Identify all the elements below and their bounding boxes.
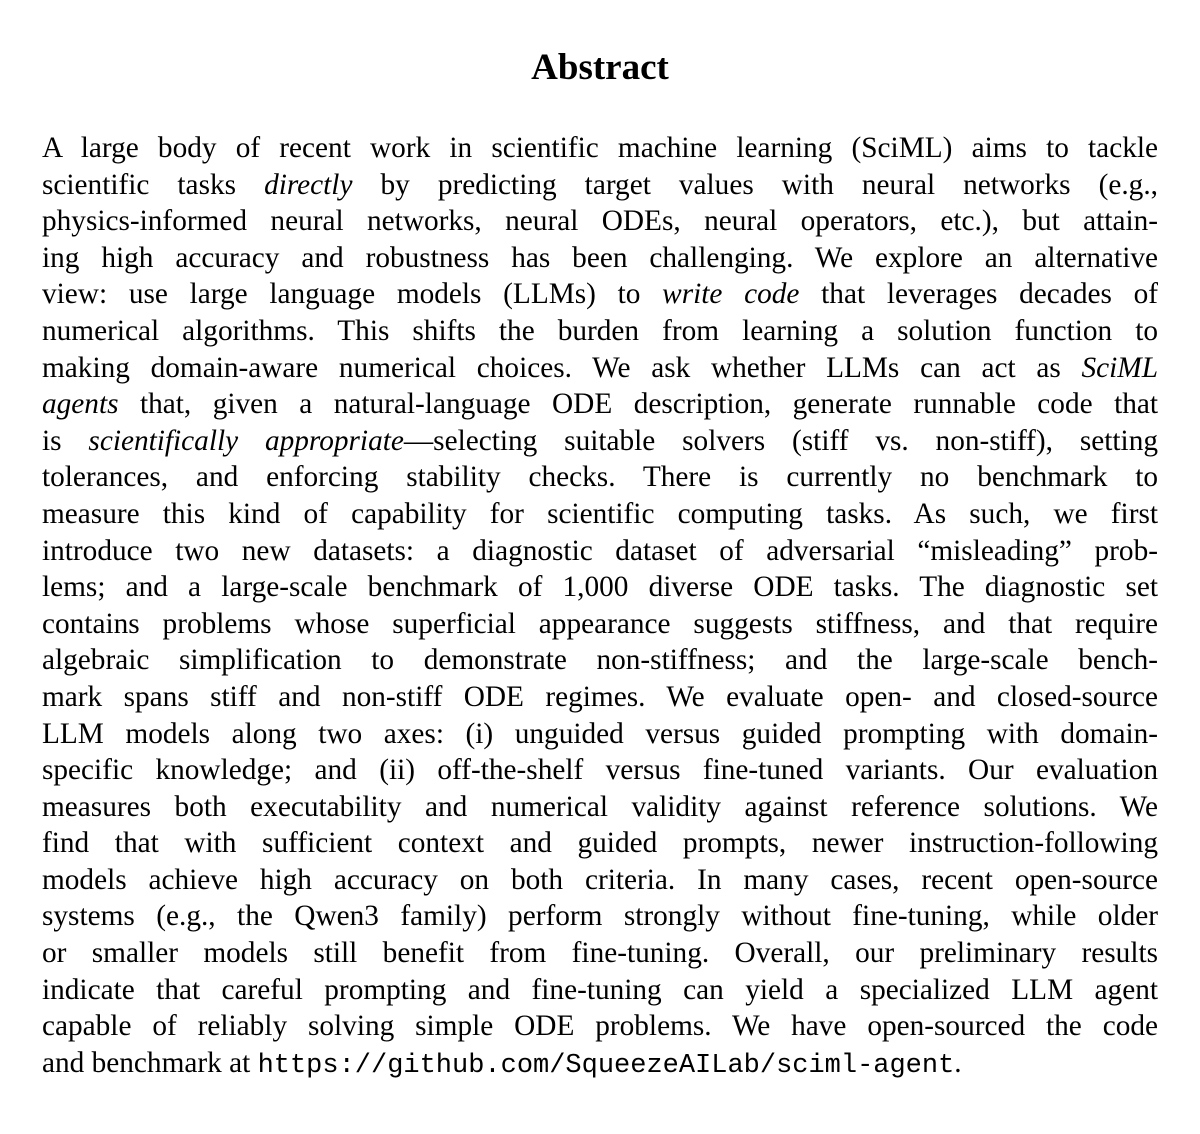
- abstract-line: [42, 167, 1158, 204]
- abstract-line: contains problems whose superficial appearance suggests stiffness, and that require: [42, 607, 1158, 640]
- abstract-line: capable of reliably solving simple ODE problems. We have open-sourced the code: [42, 1010, 1158, 1043]
- abstract-line: [42, 386, 1158, 423]
- github-url-link[interactable]: https://github.com/SqueezeAILab/sciml-agent: [257, 1050, 955, 1081]
- abstract-line: A large body of recent work in scientific machine learning (SciML) aims to tackle: [42, 132, 1158, 164]
- emphasis-write-code: write code: [662, 278, 800, 311]
- emphasis-scientifically-appropriate: scientifically appropriate: [88, 424, 404, 457]
- abstract-line: measure this kind of capability for scientific computing tasks. As such, we first: [42, 497, 1158, 530]
- abstract-line: lems; and a large-scale benchmark of 1,000 diverse ODE tasks. The diagnostic set: [42, 571, 1158, 604]
- text-segment: is: [42, 424, 89, 457]
- abstract-line: systems (e.g., the Qwen3 family) perform strongly without fine-tuning, while older: [42, 900, 1158, 933]
- text-segment: that leverages decades of: [799, 278, 1158, 311]
- emphasis-directly: directly: [264, 168, 353, 201]
- text-segment: view: use large language models (LLMs) to: [42, 278, 663, 311]
- emphasis-agents: agents: [42, 388, 119, 421]
- abstract-line: indicate that careful prompting and fine-tuning can yield a specialized LLM agent: [42, 973, 1158, 1006]
- abstract-line: [42, 1045, 1158, 1085]
- abstract-line: models achieve high accuracy on both criteria. In many cases, recent open-source: [42, 863, 1158, 896]
- abstract-line: [42, 350, 1158, 387]
- text-segment: that, given a natural-language ODE description, generate runnable code that: [118, 388, 1158, 421]
- abstract-line: [42, 276, 1158, 313]
- emphasis-sciml: SciML: [1081, 351, 1158, 384]
- abstract-line: [42, 423, 1158, 460]
- abstract-body: [42, 130, 1158, 1084]
- abstract-line: algebraic simplification to demonstrate non-stiffness; and the large-scale bench-: [42, 644, 1158, 677]
- text-segment: and benchmark at: [42, 1046, 258, 1079]
- text-segment: scientific tasks: [42, 168, 265, 201]
- text-segment: —selecting suitable solvers (stiff vs. non-stiff), setting: [403, 424, 1158, 457]
- abstract-line: tolerances, and enforcing stability checks. There is currently no benchmark to: [42, 461, 1158, 494]
- text-segment: by predicting target values with neural networks (e.g.,: [352, 168, 1158, 201]
- abstract-line: specific knowledge; and (ii) off-the-shelf versus fine-tuned variants. Our evaluation: [42, 754, 1158, 787]
- text-segment: .: [954, 1046, 962, 1079]
- abstract-title: Abstract: [531, 47, 669, 88]
- abstract-line: or smaller models still benefit from fine-tuning. Overall, our preliminary results: [42, 937, 1158, 970]
- abstract-line: find that with sufficient context and guided prompts, newer instruction-following: [42, 827, 1158, 860]
- abstract-line: physics-informed neural networks, neural ODEs, neural operators, etc.), but attain-: [42, 205, 1158, 238]
- abstract-line: LLM models along two axes: (i) unguided versus guided prompting with domain-: [42, 717, 1158, 750]
- text-segment: making domain-aware numerical choices. We ask whether LLMs can act as: [42, 351, 1082, 384]
- abstract-line: mark spans stiff and non-stiff ODE regimes. We evaluate open- and closed-source: [42, 680, 1158, 713]
- abstract-line: introduce two new datasets: a diagnostic dataset of adversarial “misleading” prob-: [42, 534, 1158, 567]
- abstract-line: numerical algorithms. This shifts the burden from learning a solution function to: [42, 314, 1158, 347]
- abstract-line: measures both executability and numerical validity against reference solutions. We: [42, 790, 1158, 823]
- abstract-line: ing high accuracy and robustness has been challenging. We explore an alternative: [42, 241, 1158, 274]
